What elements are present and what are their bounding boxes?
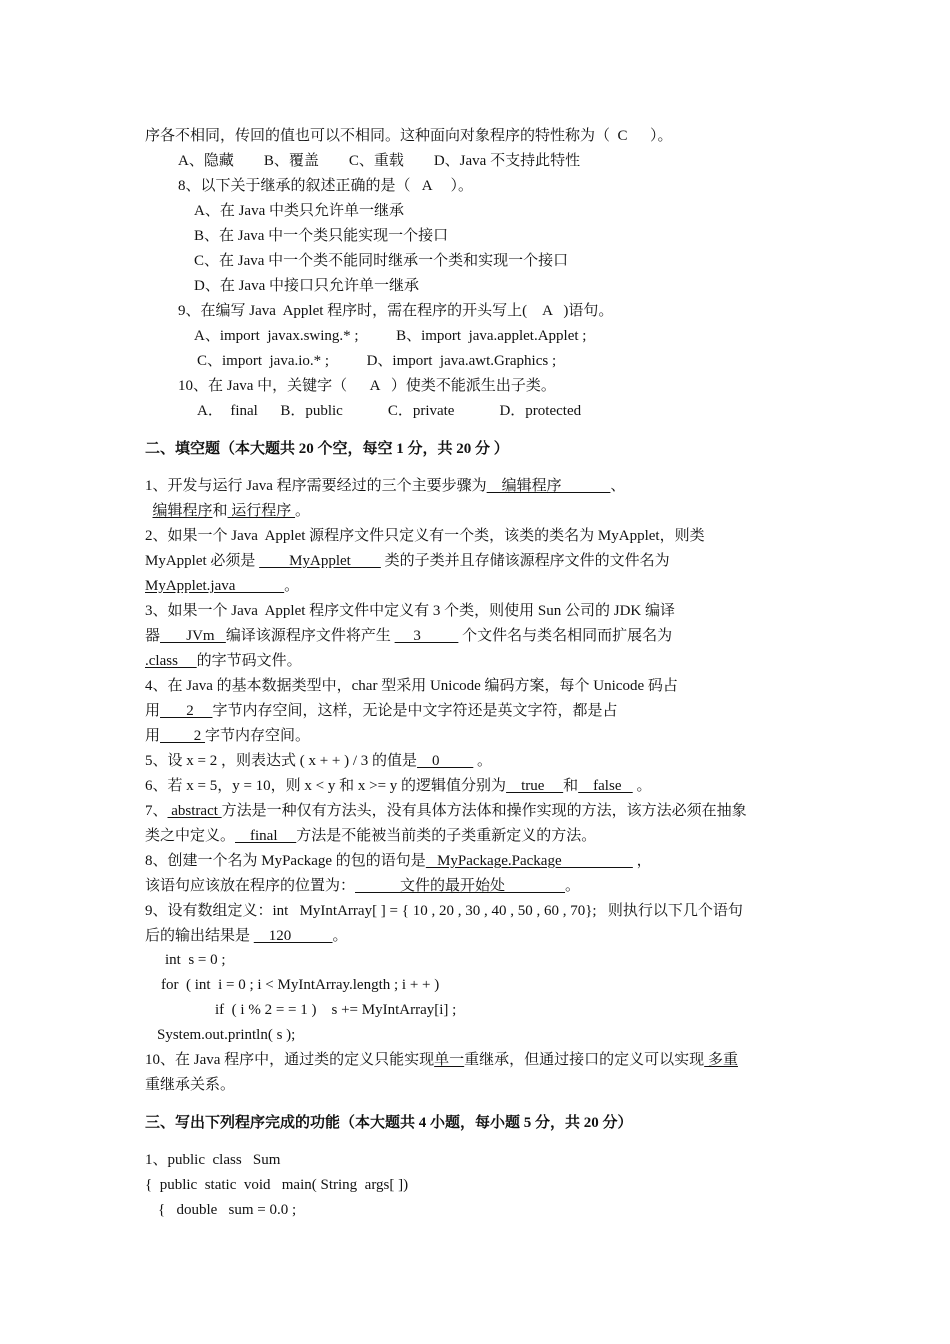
fill-answer: 120	[253, 928, 333, 944]
section-3-heading: 三、写出下列程序完成的功能（本大题共 4 小题，每小题 5 分，共 20 分）	[145, 1115, 633, 1131]
fill-text: 方法是一种仅有方法头，没有具体方法体和操作实现的方法，该方法必须在抽象	[221, 803, 747, 819]
fill-1-line-2	[145, 499, 310, 524]
fill-text: 个文件名与类名相同而扩展名为	[458, 628, 673, 644]
question-8-stem: 8、以下关于继承的叙述正确的是（ A ）。	[178, 178, 474, 194]
fill-answer: 多重	[704, 1052, 738, 1068]
section-2-heading: 二、填空题（本大题共 20 个空，每空 1 分，共 20 分 ）	[145, 441, 509, 457]
fill-text: 字节内存空间，这样，无论是中文字符还是英文字符，都是占	[212, 703, 618, 719]
fill-answer: final	[235, 828, 297, 844]
fill-answer: 2	[160, 728, 206, 744]
fill-text: 、	[610, 478, 626, 494]
code-line: int s = 0 ;	[165, 952, 226, 968]
fill-4-line-3	[145, 724, 310, 749]
fill-1-line-1	[145, 474, 625, 499]
fill-8-line-1	[145, 849, 652, 874]
fill-text: 和	[212, 503, 228, 519]
fill-text: 。	[565, 878, 581, 894]
fill-text: 用	[145, 728, 161, 744]
fill-text: 5、设 x = 2 ，则表达式 ( x + + ) / 3 的值是	[145, 753, 418, 769]
fill-answer: 2	[160, 703, 213, 719]
code-line: for ( int i = 0 ; i < MyIntArray.length ; i + + )	[161, 977, 440, 993]
fill-2-line-3	[145, 574, 299, 599]
fill-answer: MyApplet	[259, 553, 381, 569]
fill-answer: false	[578, 778, 633, 794]
fill-text: MyApplet 必须是	[145, 553, 260, 569]
code-line: System.out.println( s );	[157, 1027, 296, 1043]
question-8-option-d: D、在 Java 中接口只允许单一继承	[194, 278, 419, 294]
fill-5	[145, 749, 492, 774]
fill-text: 8、创建一个名为 MyPackage 的包的语句是	[145, 853, 426, 869]
fill-answer: 单一	[434, 1052, 465, 1068]
fill-4-line-1: 4、在 Java 的基本数据类型中，char 型采用 Unicode 编码方案，每个 Unicode 码占	[145, 678, 678, 694]
question-9-stem: 9、在编写 Java Applet 程序时，需在程序的开头写上( A )语句。	[178, 303, 614, 319]
fill-text: 重继承，但通过接口的定义可以实现	[464, 1052, 705, 1068]
fill-text: 。	[632, 778, 652, 794]
program-line: 1、public class Sum	[145, 1152, 281, 1168]
fill-answer: 0	[417, 753, 474, 769]
fill-text: 类之中定义。	[145, 828, 236, 844]
fill-6	[145, 774, 652, 799]
fill-answer: true	[506, 778, 564, 794]
fill-3-line-1: 3、如果一个 Java Applet 程序文件中定义有 3 个类，则使用 Sun 公司的 JDK 编译	[145, 603, 675, 619]
fill-answer: 编辑程序	[486, 478, 611, 494]
question-10-options: A． final B．public C．private D．protected	[197, 403, 582, 419]
question-8-option-a: A、在 Java 中类只允许单一继承	[194, 203, 404, 219]
question-7-stem-tail: 序各不相同，传回的值也可以不相同。这种面向对象程序的特性称为（ C ）。	[145, 128, 673, 144]
fill-4-line-2	[145, 699, 618, 724]
question-10-stem: 10、在 Java 中，关键字（ A ）使类不能派生出子类。	[178, 378, 556, 394]
fill-answer: 运行程序	[227, 503, 296, 519]
fill-text: 。	[332, 928, 348, 944]
fill-answer: 编辑程序	[152, 503, 213, 519]
fill-text: 和	[563, 778, 579, 794]
fill-answer: 文件的最开始处	[355, 878, 566, 894]
program-line: { double sum = 0.0 ;	[158, 1202, 297, 1218]
fill-text: 器	[145, 628, 161, 644]
question-9-options-cd: C、import java.io.* ; D、import java.awt.Graphics ;	[197, 353, 557, 369]
fill-text: 方法是不能被当前类的子类重新定义的方法。	[296, 828, 597, 844]
fill-2-line-2	[145, 549, 670, 574]
fill-text: 用	[145, 703, 161, 719]
fill-text: 的字节码文件。	[196, 653, 302, 669]
fill-text: 6、若 x = 5，y = 10，则 x < y 和 x >= y 的逻辑值分别为	[145, 778, 507, 794]
fill-text: 。	[284, 578, 300, 594]
question-9-options-ab: A、import javax.swing.* ; B、import java.applet.Applet ;	[194, 328, 587, 344]
fill-2-line-1: 2、如果一个 Java Applet 源程序文件只定义有一个类，该类的类名为 MyApplet，则类	[145, 528, 705, 544]
fill-text: ，	[632, 853, 652, 869]
fill-10-line-1	[145, 1048, 738, 1073]
question-8-option-c: C、在 Java 中一个类不能同时继承一个类和实现一个接口	[194, 253, 569, 269]
fill-text: 7、	[145, 803, 168, 819]
code-line: if ( i % 2 = = 1 ) s += MyIntArray[i] ;	[215, 1002, 457, 1018]
fill-9-line-2	[145, 924, 348, 949]
fill-answer: MyPackage.Package	[425, 853, 633, 869]
fill-8-line-2	[145, 874, 580, 899]
fill-text: 类的子类并且存储该源程序文件的文件名为	[380, 553, 670, 569]
fill-text: 该语句应该放在程序的位置为：	[145, 878, 356, 894]
fill-text: 字节内存空间。	[205, 728, 311, 744]
fill-answer: .class	[145, 653, 197, 669]
fill-answer: JVm	[160, 628, 226, 644]
fill-text: 10、在 Java 程序中，通过类的定义只能实现	[145, 1052, 435, 1068]
fill-10-line-2: 重继承关系。	[145, 1077, 236, 1093]
fill-answer: abstract	[167, 803, 222, 819]
fill-text: 。	[295, 503, 311, 519]
question-8-option-b: B、在 Java 中一个类只能实现一个接口	[194, 228, 449, 244]
program-line: { public static void main( String args[ ])	[145, 1177, 409, 1193]
fill-text: 1、开发与运行 Java 程序需要经过的三个主要步骤为	[145, 478, 487, 494]
fill-text	[145, 503, 153, 519]
fill-3-line-3	[145, 649, 302, 674]
question-7-options: A、隐藏 B、覆盖 C、重载 D、Java 不支持此特性	[178, 153, 581, 169]
fill-answer: MyApplet.java	[145, 578, 285, 594]
fill-3-line-2	[145, 624, 672, 649]
fill-7-line-2	[145, 824, 596, 849]
fill-text: 后的输出结果是	[145, 928, 254, 944]
fill-text: 。	[473, 753, 493, 769]
fill-answer: 3	[394, 628, 459, 644]
fill-9-line-1: 9、设有数组定义：int MyIntArray[ ] = { 10 , 20 , 30 , 40 , 50 , 60 , 70}; 则执行以下几个语句	[145, 903, 743, 919]
fill-7-line-1	[145, 799, 747, 824]
fill-text: 编译该源程序文件将产生	[225, 628, 395, 644]
